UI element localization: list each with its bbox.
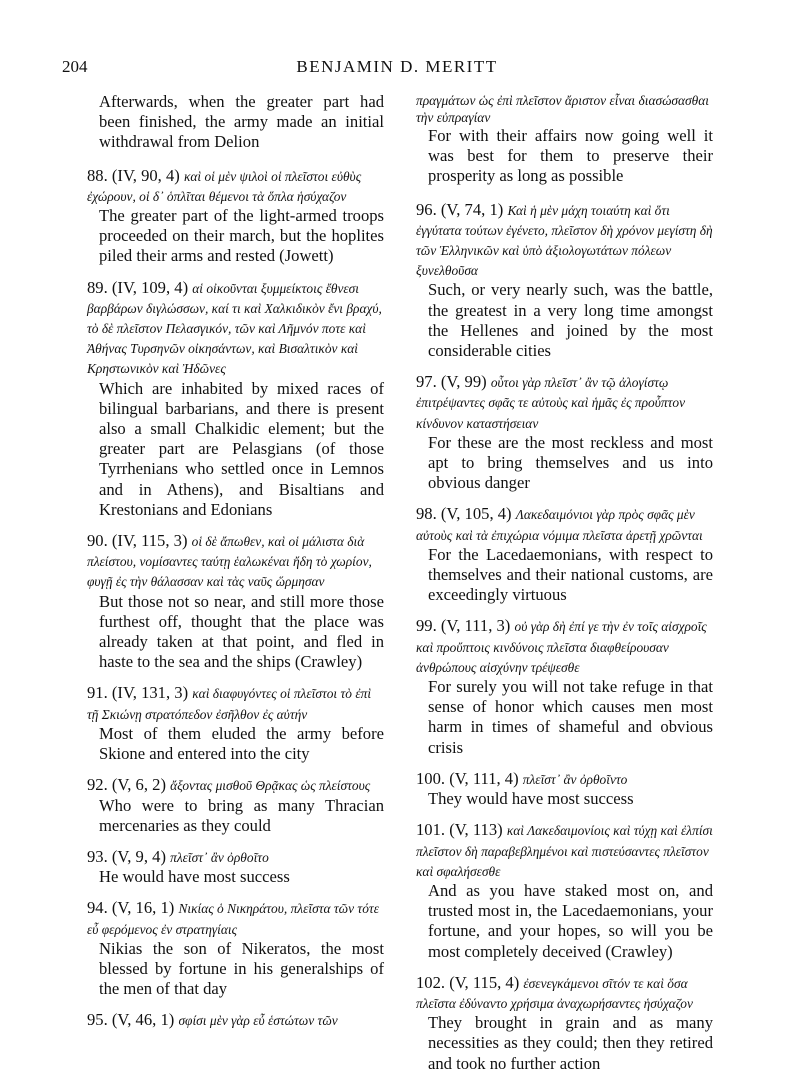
greek-text: Καὶ ἡ μὲν μάχη τοιαύτη καὶ ὅτι ἐγγύτατα τούτων ἐγένετο, πλεῖστον δὴ χρόνον μεγίστη δὴ τῶν Ἑλληνικῶν καὶ ὑπὸ ἀξιολογωτάτων πόλεων ξυνελθοῦσα [416, 202, 713, 279]
greek-text: ἐσενεγκάμενοι σῖτόν τε καὶ ὅσα πλεῖστα ἐδύναντο χρήσιμα ἀναχωρήσαντες ἡσύχαζον [416, 975, 693, 1011]
greek-text: πλεῖστ᾽ ἂν ὀρθοῖτο [170, 849, 269, 865]
entry-ref: 95. (V, 46, 1) [87, 1010, 175, 1030]
greek-text: σφίσι μὲν γὰρ εὖ ἑστώτων τῶν [178, 1013, 338, 1029]
running-head: BENJAMIN D. MERITT [296, 57, 498, 76]
entry-ref: 94. (V, 16, 1) [87, 898, 175, 918]
greek-text: καὶ διαφυγόντες οἱ πλεῖστοι τὸ ἐπὶ τῇ Σκιώνῃ στρατόπεδον ἐσῆλθον ἐς αὐτήν [87, 686, 372, 722]
greek-text: ἄξοντας μισθοῦ Θρᾷκας ὡς πλείστους [170, 778, 371, 794]
greek-text: Λακεδαιμόνιοι γὰρ πρὸς σφᾶς μὲν αὐτοὺς καὶ τὰ ἐπιχώρια νόμιμα πλεῖστα ἀρετῇ χρῶνται [416, 507, 703, 543]
english-translation: Who were to bring as many Thracian mercenaries as they could [99, 795, 384, 835]
greek-text: οὐ γὰρ δὴ ἐπί γε τὴν ἐν τοῖς αἰσχροῖς καὶ προὔπτοις κινδύνοις πλεῖστα διαφθείρουσαν ἀνθρώπους αἰσχύνην τρέψεσθε [416, 619, 707, 675]
entry-100 [416, 769, 713, 809]
left-column [87, 92, 384, 1031]
english-translation: And as you have staked most on, and trusted most in, the Lacedaemonians, your fortune, and your hopes, so will you be most completely deceived (Crawley) [428, 880, 713, 961]
page-header [62, 57, 732, 83]
greek-text: καὶ Λακεδαιμονίοις καὶ τύχῃ καὶ ἐλπίσι πλεῖστον δὴ παραβεβλημένοι καὶ πιστεύσαντες πλεῖστον καὶ σφαλήσεσθε [416, 823, 713, 879]
english-translation: For the Lacedaemonians, with respect to themselves and their national customs, are exceedingly virtuous [428, 544, 713, 605]
entry-ref: 93. (V, 9, 4) [87, 846, 166, 866]
entry-95 [87, 1010, 384, 1030]
entry-ref: 88. (IV, 90, 4) [87, 165, 180, 185]
entry-91 [87, 683, 384, 764]
english-translation: Such, or very nearly such, was the battle, the greatest in a very long time amongst the Hellenes and joined by the most considerable cities [428, 280, 713, 361]
entry-95-continued [416, 92, 713, 187]
page-number: 204 [62, 57, 88, 76]
english-translation: But those not so near, and still more those furthest off, thought that the place was already taken at that point, and fled in haste to the sea and the ships (Crawley) [99, 591, 384, 672]
english-translation: He would have most success [99, 867, 290, 887]
entry-93 [87, 847, 384, 887]
english-translation: Which are inhabited by mixed races of bilingual barbarians, and there is present also a small Chalkidic element; but the greater part are Pelasgians (of those Tyrrhenians who settled once in Lemnos and in Athens), and Bisaltians and Krestonians and Edonians [99, 378, 384, 519]
english-translation: For surely you will not take refuge in that sense of honor which causes men most harm in times of shameful and obvious crisis [428, 677, 713, 757]
english-translation: They brought in grain and as many necessities as they could; then they retired and took no further action [428, 1013, 713, 1073]
entry-ref: 101. (V, 113) [416, 820, 503, 840]
entry-99 [416, 616, 713, 757]
english-translation: For with their affairs now going well it was best for them to preserve their prosperity as long as possible [428, 126, 713, 186]
entry-97 [416, 372, 713, 493]
english-translation: They would have most success [428, 789, 634, 809]
greek-text: οὗτοι γὰρ πλεῖστ᾽ ἂν τῷ ἀλογίστῳ ἐπιτρέψαντες σφᾶς τε αὐτοὺς καὶ ἡμᾶς ἐς προὖπτον κίνδυνον καταστήσειαν [416, 375, 686, 431]
greek-text: πλεῖστ᾽ ἂν ὀρθοῖντο [522, 771, 628, 787]
entry-90 [87, 531, 384, 672]
entry-ref: 91. (IV, 131, 3) [87, 683, 189, 703]
greek-text: καὶ οἱ μὲν ψιλοὶ οἱ πλεῖστοι εὐθὺς ἐχώρουν, οἱ δ᾽ ὁπλῖται θέμενοι τὰ ὅπλα ἡσύχαζον [87, 168, 362, 204]
greek-text: οἱ δὲ ἄπωθεν, καὶ οἱ μάλιστα διὰ πλείστου, νομίσαντες ταύτῃ ἑαλωκέναι ἤδη τὸ χωρίον, φυγῇ ἐς τὴν θάλασσαν καὶ τὰς ναῦς ὥρμησαν [87, 534, 372, 590]
greek-text: Νικίας ὁ Νικηράτου, πλεῖστα τῶν τότε εὖ φερόμενος ἐν στρατηγίαις [87, 901, 379, 937]
entry-98 [416, 504, 713, 605]
entry-ref: 100. (V, 111, 4) [416, 768, 519, 788]
entry-102 [416, 973, 713, 1074]
entry-ref: 92. (V, 6, 2) [87, 775, 166, 795]
english-translation: Most of them eluded the army before Skione and entered into the city [99, 723, 384, 764]
entry-96 [416, 200, 713, 362]
entry-ref: 102. (V, 115, 4) [416, 972, 520, 992]
greek-text: αἱ οἰκοῦνται ξυμμείκτοις ἔθνεσι βαρβάρων διγλώσσων, καί τι καὶ Χαλκιδικὸν ἔνι βραχύ, τὸ δὲ πλεῖστον Πελασγικόν, τῶν καὶ Λῆμνόν ποτε καὶ Ἀθήνας Τυρσηνῶν οἰκησάντων, καὶ Βισαλτικὸν καὶ Κρηστωνικὸν καὶ Ἠδῶνες [87, 280, 382, 377]
greek-text: πραγμάτων ὡς ἐπὶ πλεῖστον ἄριστον εἶναι διασώσασθαι τὴν εὐπραγίαν [416, 93, 709, 125]
entry-ref: 90. (IV, 115, 3) [87, 531, 188, 551]
entry-ref: 89. (IV, 109, 4) [87, 277, 189, 297]
entry-ref: 96. (V, 74, 1) [416, 199, 504, 219]
entry-88 [87, 166, 384, 267]
entry-ref: 97. (V, 99) [416, 372, 487, 392]
entry-94 [87, 898, 384, 999]
entry-ref: 98. (V, 105, 4) [416, 504, 512, 524]
english-translation: Nikias the son of Nikeratos, the most blessed by fortune in his generalships of the men of that day [99, 938, 384, 999]
continuation-text: Afterwards, when the greater part had been finished, the army made an initial withdrawal from Delion [99, 92, 384, 152]
english-translation: The greater part of the light-armed troops proceeded on their march, but the hoplites piled their arms and rested (Jowett) [99, 206, 384, 266]
entry-89 [87, 278, 384, 520]
entry-101 [416, 820, 713, 961]
entry-ref: 99. (V, 111, 3) [416, 616, 511, 636]
right-column [416, 92, 713, 1074]
english-translation: For these are the most reckless and most apt to bring themselves and us into obvious danger [428, 432, 713, 493]
entry-92 [87, 775, 384, 836]
